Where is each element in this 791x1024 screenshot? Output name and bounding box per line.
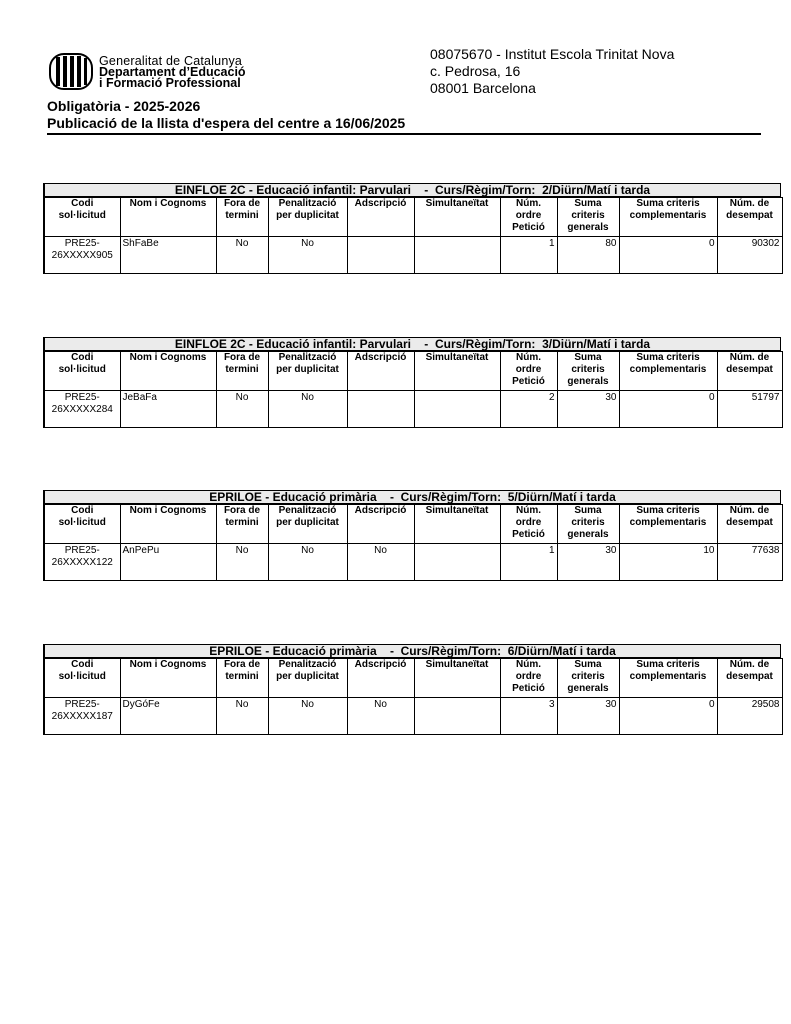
cell-desempat: 77638 (717, 544, 782, 581)
org-line-3: i Formació Professional (99, 76, 241, 90)
cell-complementaris: 0 (619, 237, 717, 274)
cell-codi: PRE25-26XXXXX284 (44, 391, 120, 428)
col-header-ordre: Núm. ordre Petició (500, 198, 557, 237)
table-header-row (44, 198, 782, 237)
school-name: 08075670 - Institut Escola Trinitat Nova (430, 46, 675, 62)
col-header-desempat: Núm. de desempat (717, 505, 782, 544)
col-header-fora: Fora de termini (216, 352, 268, 391)
cell-adscripcio: No (347, 698, 414, 735)
school-city: 08001 Barcelona (430, 80, 536, 96)
col-header-simultaneitat: Simultaneïtat (414, 198, 500, 237)
section-heading: EPRILOE - Educació primària - Curs/Règim/Torn: 5/Diürn/Matí i tarda (43, 490, 781, 504)
cell-fora: No (216, 698, 268, 735)
generalitat-logo (49, 53, 93, 90)
col-header-adscripcio: Adscripció (347, 505, 414, 544)
col-header-fora: Fora de termini (216, 659, 268, 698)
cell-generals: 80 (557, 237, 619, 274)
title-divider (47, 133, 761, 135)
cell-ordre: 1 (500, 237, 557, 274)
table-row (44, 237, 782, 274)
section-heading: EINFLOE 2C - Educació infantil: Parvulari - Curs/Règim/Torn: 2/Diürn/Matí i tarda (43, 183, 781, 197)
table-row (44, 391, 782, 428)
col-header-simultaneitat: Simultaneïtat (414, 659, 500, 698)
table-header-row (44, 659, 782, 698)
cell-complementaris: 10 (619, 544, 717, 581)
col-header-penalitzacio: Penalització per duplicitat (268, 198, 347, 237)
cell-fora: No (216, 391, 268, 428)
col-header-fora: Fora de termini (216, 198, 268, 237)
org-line-1: Generalitat de Catalunya (99, 54, 243, 68)
waitlist-section (43, 337, 781, 428)
col-header-nom: Nom i Cognoms (120, 352, 216, 391)
cell-simultaneitat (414, 237, 500, 274)
col-header-penalitzacio: Penalització per duplicitat (268, 659, 347, 698)
col-header-penalitzacio: Penalització per duplicitat (268, 352, 347, 391)
col-header-nom: Nom i Cognoms (120, 198, 216, 237)
cell-simultaneitat (414, 698, 500, 735)
waitlist-table (43, 351, 783, 428)
title-line-1: Obligatòria - 2025-2026 (47, 98, 201, 114)
organization-name (99, 56, 246, 89)
cell-fora: No (216, 544, 268, 581)
cell-penalitzacio: No (268, 237, 347, 274)
col-header-generals: Suma criteris generals (557, 659, 619, 698)
col-header-desempat: Núm. de desempat (717, 198, 782, 237)
section-heading: EPRILOE - Educació primària - Curs/Règim/Torn: 6/Diürn/Matí i tarda (43, 644, 781, 658)
school-address (430, 46, 674, 97)
cell-fora: No (216, 237, 268, 274)
cell-codi: PRE25-26XXXXX187 (44, 698, 120, 735)
cell-adscripcio (347, 391, 414, 428)
cell-generals: 30 (557, 391, 619, 428)
col-header-codi: Codi sol·licitud (44, 352, 120, 391)
col-header-complementaris: Suma criteris complementaris (619, 198, 717, 237)
cell-ordre: 2 (500, 391, 557, 428)
cell-adscripcio: No (347, 544, 414, 581)
col-header-penalitzacio: Penalització per duplicitat (268, 505, 347, 544)
col-header-codi: Codi sol·licitud (44, 659, 120, 698)
col-header-complementaris: Suma criteris complementaris (619, 659, 717, 698)
cell-generals: 30 (557, 544, 619, 581)
col-header-ordre: Núm. ordre Petició (500, 505, 557, 544)
waitlist-table (43, 197, 783, 274)
cell-nom: DyGóFe (120, 698, 216, 735)
col-header-fora: Fora de termini (216, 505, 268, 544)
col-header-generals: Suma criteris generals (557, 352, 619, 391)
col-header-ordre: Núm. ordre Petició (500, 352, 557, 391)
col-header-complementaris: Suma criteris complementaris (619, 505, 717, 544)
col-header-generals: Suma criteris generals (557, 198, 619, 237)
cell-nom: JeBaFa (120, 391, 216, 428)
cell-desempat: 29508 (717, 698, 782, 735)
col-header-ordre: Núm. ordre Petició (500, 659, 557, 698)
col-header-nom: Nom i Cognoms (120, 505, 216, 544)
col-header-adscripcio: Adscripció (347, 659, 414, 698)
table-header-row (44, 505, 782, 544)
waitlist-table (43, 658, 783, 735)
col-header-desempat: Núm. de desempat (717, 659, 782, 698)
cell-codi: PRE25-26XXXXX905 (44, 237, 120, 274)
cell-codi: PRE25-26XXXXX122 (44, 544, 120, 581)
col-header-nom: Nom i Cognoms (120, 659, 216, 698)
cell-penalitzacio: No (268, 698, 347, 735)
cell-penalitzacio: No (268, 391, 347, 428)
waitlist-section (43, 183, 781, 274)
col-header-complementaris: Suma criteris complementaris (619, 352, 717, 391)
table-header-row (44, 352, 782, 391)
waitlist-section (43, 490, 781, 581)
cell-desempat: 90302 (717, 237, 782, 274)
title-line-2: Publicació de la llista d'espera del centre a 16/06/2025 (47, 115, 406, 131)
cell-ordre: 3 (500, 698, 557, 735)
org-line-2: Departament d’Educació (99, 65, 246, 79)
col-header-adscripcio: Adscripció (347, 198, 414, 237)
cell-complementaris: 0 (619, 698, 717, 735)
cell-adscripcio (347, 237, 414, 274)
section-heading: EINFLOE 2C - Educació infantil: Parvulari - Curs/Règim/Torn: 3/Diürn/Matí i tarda (43, 337, 781, 351)
cell-penalitzacio: No (268, 544, 347, 581)
cell-nom: ShFaBe (120, 237, 216, 274)
cell-generals: 30 (557, 698, 619, 735)
cell-simultaneitat (414, 544, 500, 581)
page-title (47, 98, 405, 132)
waitlist-table (43, 504, 783, 581)
table-row (44, 698, 782, 735)
waitlist-section (43, 644, 781, 735)
cell-nom: AnPePu (120, 544, 216, 581)
cell-complementaris: 0 (619, 391, 717, 428)
cell-desempat: 51797 (717, 391, 782, 428)
cell-ordre: 1 (500, 544, 557, 581)
col-header-codi: Codi sol·licitud (44, 505, 120, 544)
col-header-simultaneitat: Simultaneïtat (414, 505, 500, 544)
table-row (44, 544, 782, 581)
col-header-desempat: Núm. de desempat (717, 352, 782, 391)
col-header-simultaneitat: Simultaneïtat (414, 352, 500, 391)
cell-simultaneitat (414, 391, 500, 428)
school-street: c. Pedrosa, 16 (430, 63, 521, 79)
col-header-codi: Codi sol·licitud (44, 198, 120, 237)
col-header-adscripcio: Adscripció (347, 352, 414, 391)
col-header-generals: Suma criteris generals (557, 505, 619, 544)
